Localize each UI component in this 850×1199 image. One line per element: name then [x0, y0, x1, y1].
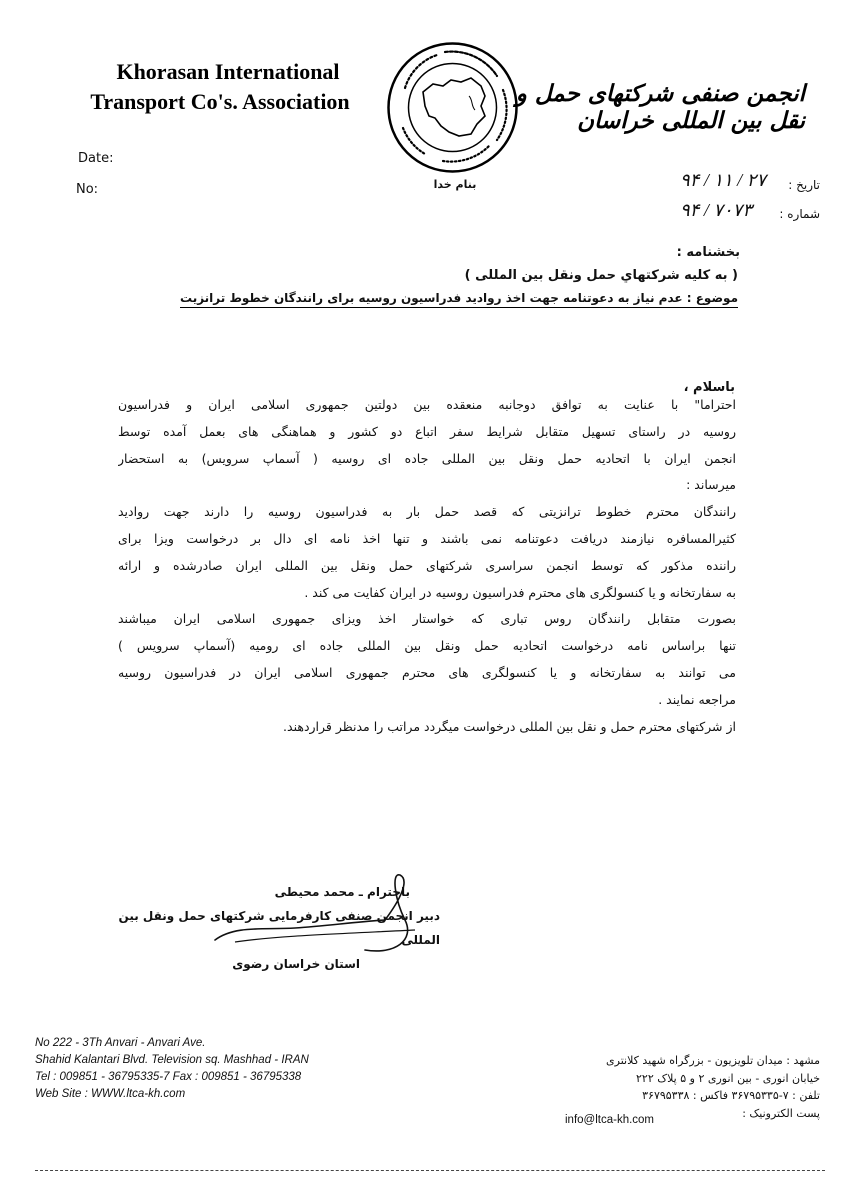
bismillah: بنام خدا [433, 178, 477, 191]
body-line: احتراما" با عنایت به توافق دوجانبه منعقده بین دولتین جمهوری اسلامی ایران و فدراسیون [118, 397, 736, 412]
body-line: می توانند به سفارتخانه و یا کنسولگری های محترم جمهوری اسلامی ایران در فدراسیون روسیه [118, 664, 736, 680]
body-line: میرساند : [686, 477, 736, 493]
body-line: روسیه در راستای تسهیل متقابل شرایط سفر اتباع دو کشور و هماهنگی های بعمل آمده توسط [118, 423, 736, 439]
number-label-en: No: [76, 182, 99, 197]
footer-email[interactable]: info@ltca-kh.com [565, 1114, 655, 1126]
body-line: از شرکتهای محترم حمل و نقل بین المللی درخواست میگردد مراتب را مدنظر قراردهند. [283, 718, 736, 734]
english-org-name [80, 57, 360, 117]
number-value: ۹۴ / ۷۰۷۳ [680, 200, 753, 220]
body-line: بصورت متقابل رانندگان روس تباری که خواستار اخذ ویزای جمهوری اسلامی ایران میباشند [118, 611, 736, 627]
date-label-en: Date: [78, 151, 114, 166]
persian-org-name: انجمن صنفی شرکتهای حمل و نقل بین المللی خراسان [515, 80, 805, 134]
letter-body [118, 392, 736, 740]
body-line: رانندگان محترم خطوط ترانزیتی که قصد حمل بار به فدراسیون روسیه را دارند جهت روادید [118, 504, 736, 520]
footer-phone-fa: تلفن : ۷-۳۶۷۹۵۳۳۵ فاکس : ۳۶۷۹۵۳۳۸ [642, 1089, 820, 1102]
footer-address-en-1: No 222 - 3Th Anvari - Anvari Ave. [35, 1037, 206, 1049]
circular-title: بخشنامه : [676, 245, 740, 260]
body-line: کثیرالمسافره نیازمند دریافت دعوتنامه نمی باشند و تنها اخذ نامه ای دال بر درخواست ویزا برای [118, 530, 736, 546]
footer-address-fa-1: مشهد : میدان تلویزیون - بزرگراه شهید کلانتری [606, 1054, 820, 1067]
footer-email-label-fa: پست الکترونیک : [742, 1106, 820, 1120]
body-line: راننده مذکور که توسط انجمن سراسری شرکتهای حمل ونقل بین المللی ایران صادرشده و ارائه [118, 557, 736, 573]
english-org-name-line1: Khorasan International [116, 59, 340, 84]
footer-phone-en: Tel : 009851 - 36795335-7 Fax : 009851 - 36795338 [35, 1071, 302, 1083]
footer-english [35, 1035, 309, 1103]
subject-line: موضوع : عدم نیاز به دعوتنامه جهت اخذ روادید فدراسیون روسیه برای رانندگان خطوط ترانزیت [180, 291, 738, 308]
footer-persian [520, 1052, 820, 1122]
signature-province: استان خراسان رضوی [232, 957, 360, 971]
footer-website[interactable]: Web Site : WWW.ltca-kh.com [35, 1088, 186, 1100]
body-line: به سفارتخانه و یا کنسولگری های محترم فدراسیون روسیه در ایران کفایت می کند . [304, 584, 736, 600]
footer-address-en-2: Shahid Kalantari Blvd. Television sq. Mashhad - IRAN [35, 1054, 309, 1066]
signature-block [110, 880, 440, 976]
greeting: باسلام ، [683, 380, 735, 395]
recipients-line: ( به کلیه شرکتهاي حمل ونقل بين المللی ) [464, 268, 738, 283]
footer-address-fa-2: خیابان انوری - بین انوری ۲ و ۵ پلاک ۲۲۲ [636, 1071, 820, 1085]
body-line: تنها براساس نامه درخواست اتحادیه حمل ونقل بین المللی جاده ای رومیه (آسماپ سرویس ) [118, 638, 736, 654]
date-label-fa: تاریخ : [788, 178, 820, 192]
english-org-name-line2: Transport Co's. Association [90, 89, 350, 114]
footer-divider [35, 1170, 825, 1171]
body-line: مراجعه نمایند . [658, 691, 736, 707]
body-line: انجمن ایران با اتحادیه حمل ونقل بین المللی جاده ای روسیه ( آسماپ سرویس) به استحضار [118, 450, 736, 466]
signature-title: دبیر انجمن صنفی کارفرمایی شرکتهای حمل ونقل بین المللی [118, 909, 440, 947]
signature-sender: باحترام ـ محمد محیطی [274, 885, 410, 899]
number-label-fa: شماره : [779, 207, 820, 221]
date-value: ۹۴ / ۱۱ / ۲۷ [680, 170, 767, 190]
